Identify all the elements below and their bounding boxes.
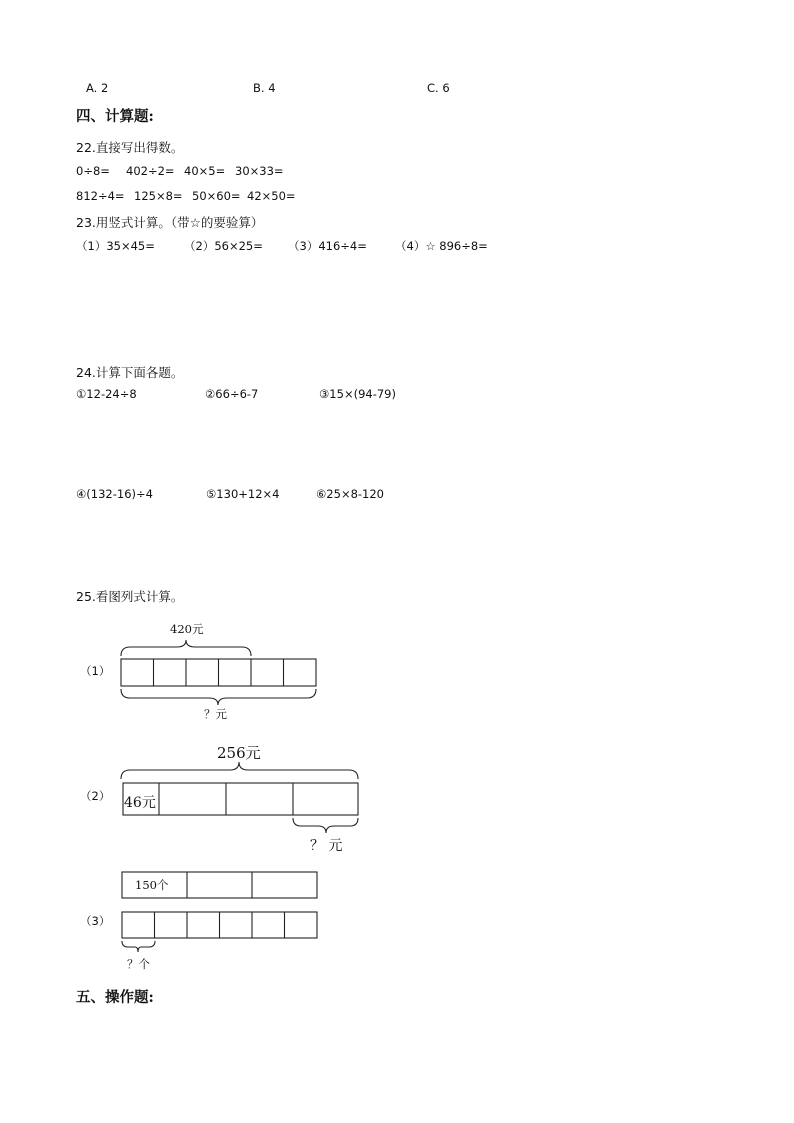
section4-title: 四、计算题: bbox=[76, 108, 154, 125]
fig3-bottom-bar bbox=[122, 912, 317, 938]
q24-item: ①12-24÷8 bbox=[76, 387, 137, 401]
q23-item: （4）☆ 896÷8= bbox=[395, 239, 488, 253]
q24-prompt: 24.计算下面各题。 bbox=[76, 365, 184, 380]
q24-item: ⑥25×8-120 bbox=[316, 487, 384, 501]
fig2-bar bbox=[123, 783, 358, 815]
q24-item: ②66÷6-7 bbox=[205, 387, 259, 401]
fig3-bottom-brace bbox=[122, 941, 155, 952]
fig3-top-bar bbox=[122, 872, 317, 898]
fig2-bottom-brace bbox=[293, 818, 358, 833]
section5-title: 五、操作题: bbox=[76, 989, 154, 1006]
fig1-bottom-label: ？元 bbox=[204, 707, 227, 721]
fig1-top-label: 420元 bbox=[170, 622, 204, 636]
fig1-number: （1） bbox=[80, 664, 111, 678]
fig2-bottom-label: ？ 元 bbox=[310, 838, 343, 854]
q24-item: ③15×(94-79) bbox=[319, 387, 396, 401]
fig2-number: （2） bbox=[80, 789, 111, 803]
q24-item: ⑤130+12×4 bbox=[206, 487, 280, 501]
q25-prompt: 25.看图列式计算。 bbox=[76, 589, 184, 604]
q23-item: （2）56×25= bbox=[184, 239, 263, 253]
fig2-top-label: 256元 bbox=[217, 744, 261, 762]
fig2-box-label: 46元 bbox=[124, 795, 156, 811]
fig3-top-bar-outline bbox=[122, 872, 317, 898]
q23-item: （1）35×45= bbox=[76, 239, 155, 253]
q22-item: 40×5= bbox=[184, 164, 226, 178]
q22-item: 812÷4= bbox=[76, 189, 125, 203]
q23-prompt: 23.用竖式计算。（带☆的要验算） bbox=[76, 215, 264, 230]
choice-c: C. 6 bbox=[427, 81, 450, 95]
fig1-top-brace bbox=[121, 640, 251, 656]
fig2-bar-outline bbox=[123, 783, 358, 815]
q22-item: 402÷2= bbox=[126, 164, 175, 178]
choice-b: B. 4 bbox=[253, 81, 276, 95]
q22-item: 0÷8= bbox=[76, 164, 110, 178]
q22-prompt: 22.直接写出得数。 bbox=[76, 140, 184, 155]
fig3-number: （3） bbox=[80, 914, 111, 928]
fig1-bar bbox=[121, 659, 316, 686]
q22-item: 30×33= bbox=[235, 164, 284, 178]
q22-item: 125×8= bbox=[134, 189, 183, 203]
fig3-box-label: 150个 bbox=[135, 878, 169, 892]
fig1-bottom-brace bbox=[121, 689, 316, 705]
q24-item: ④(132-16)÷4 bbox=[76, 487, 153, 501]
fig2-top-brace bbox=[121, 762, 358, 779]
choice-a: A. 2 bbox=[86, 81, 109, 95]
q22-item: 50×60= bbox=[192, 189, 241, 203]
q22-item: 42×50= bbox=[247, 189, 296, 203]
q23-item: （3）416÷4= bbox=[288, 239, 367, 253]
fig3-bottom-label: ？个 bbox=[127, 957, 150, 971]
